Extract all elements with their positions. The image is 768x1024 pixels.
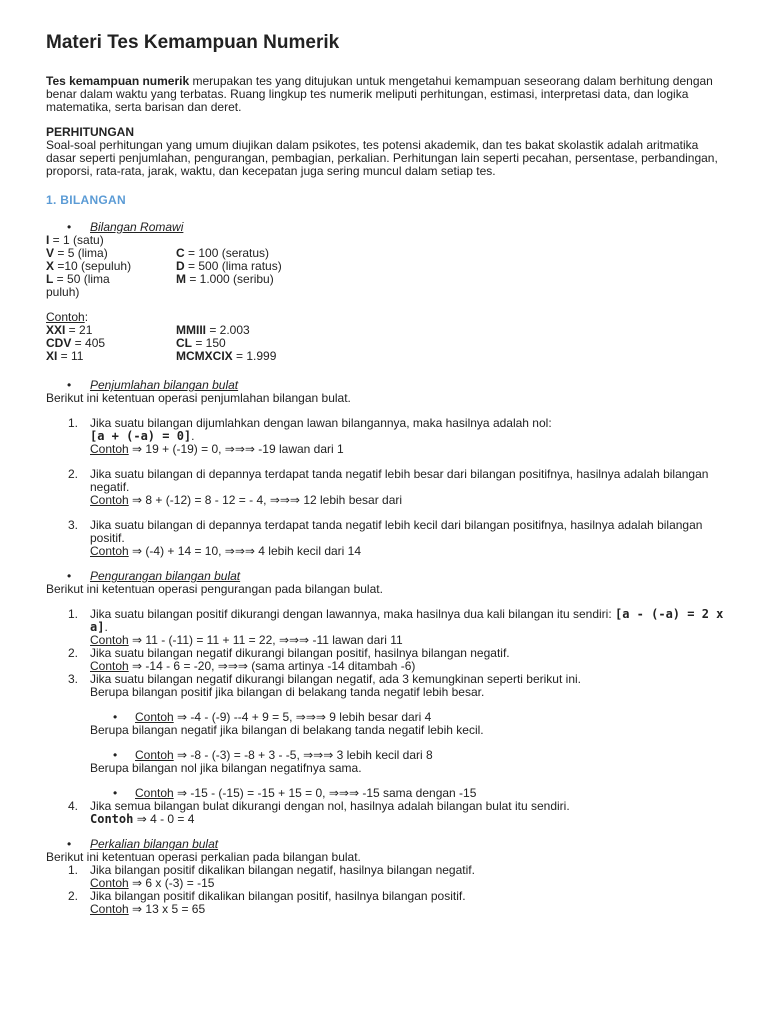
perkalian-bullet [46,838,726,851]
contoh-label: Contoh: [46,310,89,324]
romawi-cell: I = 1 (satu) [46,233,104,247]
contoh-cell: XI = 11 [46,349,84,363]
perhitungan-text: Soal-soal perhitungan yang umum diujikan dalam psikotes, tes potensi akademik, dan tes bakat skolastik adalah aritmatika dasar seperti penjumlahan, pengurangan, pembagian, perkalian. Perhitungan lain seperti pecahan, persentase, perbandingan, proporsi, rata-rata, jarak, waktu, dan kecepatan juga sering muncul dalam setiap tes. [46,138,718,178]
contoh-cell: XXI = 21 [46,323,93,337]
penjumlahan-list [46,417,726,558]
contoh-cell: MMIII = 2.003 [176,323,250,337]
list-item: 1. Jika bilangan positif dikalikan bilangan negatif, hasilnya bilangan negatif. Contoh ⇒ 6 x (-3) = -15 [68,863,475,890]
romawi-cell: C = 100 (seratus) [176,246,270,260]
romawi-cell: X =10 (sepuluh) [46,259,132,273]
contoh-cell: CDV = 405 [46,336,106,350]
case-text: Berupa bilangan negatif jika bilangan di belakang tanda negatif lebih kecil. [90,723,484,737]
romawi-cell: D = 500 (lima ratus) [176,259,282,273]
intro-paragraph [46,75,726,114]
romawi-cell: M = 1.000 (seribu) [176,272,274,286]
romawi-title: Bilangan Romawi [90,220,184,234]
sub-list-item: • Contoh ⇒ -8 - (-3) = -8 + 3 - -5, ⇒⇒⇒ 3 lebih kecil dari 8 [46,749,726,762]
penjumlahan-title: Penjumlahan bilangan bulat [90,378,239,392]
list-item: 2. Jika suatu bilangan di depannya terdapat tanda negatif lebih besar dari bilangan positifnya, hasilnya adalah bilangan negatif. Contoh ⇒ 8 + (-12) = 8 - 12 = - 4, ⇒⇒⇒ 12 lebih besar dari [68,467,709,507]
perhitungan-heading: PERHITUNGAN [46,125,135,139]
pengurangan-intro: Berikut ini ketentuan operasi pengurangan pada bilangan bulat. [46,582,383,596]
document-page [46,30,726,916]
bilangan-heading: 1. BILANGAN [46,193,126,207]
contoh-cell: MCMXCIX = 1.999 [176,349,277,363]
perkalian-title: Perkalian bilangan bulat [90,837,219,851]
intro-text: merupakan tes yang ditujukan untuk mengetahui kemampuan seseorang dalam berhitung dengan benar dalam waktu yang terbatas. Ruang lingkup tes numerik meliputi perhitungan, estimasi, interpretasi data, dan logika matematika, serta barisan dan deret. [46,74,713,114]
list-item: 2. Jika suatu bilangan negatif dikurangi bilangan positif, hasilnya bilangan negatif. Contoh ⇒ -14 - 6 = -20, ⇒⇒⇒ (sama artinya -14 ditambah -6) [68,646,510,673]
sub-list-item: • Contoh ⇒ -4 - (-9) --4 + 9 = 5, ⇒⇒⇒ 9 lebih besar dari 4 [46,711,726,724]
pengurangan-list-cont [46,800,726,826]
list-item: 2. Jika bilangan positif dikalikan bilangan positif, hasilnya bilangan positif. Contoh ⇒ 13 x 5 = 65 [68,889,466,916]
pengurangan-list [46,608,726,699]
list-item: 1. Jika suatu bilangan dijumlahkan dengan lawan bilangannya, maka hasilnya adalah nol: [a + (-a) = 0]. Contoh ⇒ 19 + (-19) = 0, ⇒⇒⇒ -19 lawan dari 1 [68,416,552,456]
romawi-table [46,234,306,299]
list-item: 4. Jika semua bilangan bulat dikurangi dengan nol, hasilnya adalah bilangan bulat itu sendiri. Contoh ⇒ 4 - 0 = 4 [68,799,570,826]
intro-bold: Tes kemampuan numerik [46,74,190,88]
pengurangan-bullet [46,570,726,583]
romawi-cell: puluh) [46,285,80,299]
penjumlahan-bullet [46,379,726,392]
romawi-bullet [46,221,726,234]
list-item: 1. Jika suatu bilangan positif dikurangi dengan lawannya, maka hasilnya dua kali bilangan itu sendiri: [a - (-a) = 2 x a]. Contoh ⇒ 11 - (-11) = 11 + 11 = 22, ⇒⇒⇒ -11 lawan dari 11 [68,607,724,647]
contoh-cell: CL = 150 [176,336,226,350]
case-text: Berupa bilangan nol jika bilangan negatifnya sama. [90,761,362,775]
perkalian-list [46,864,726,916]
perkalian-intro: Berikut ini ketentuan operasi perkalian pada bilangan bulat. [46,850,361,864]
list-item: 3. Jika suatu bilangan negatif dikurangi bilangan negatif, ada 3 kemungkinan seperti berikut ini. Berupa bilangan positif jika bilangan di belakang tanda negatif lebih besar. [68,672,581,699]
sub-list-item: • Contoh ⇒ -15 - (-15) = -15 + 15 = 0, ⇒⇒⇒ -15 sama dengan -15 [46,787,726,800]
page-title: Materi Tes Kemampuan Numerik [46,32,340,53]
list-item: 3. Jika suatu bilangan di depannya terdapat tanda negatif lebih kecil dari bilangan positifnya, hasilnya adalah bilangan positif. Contoh ⇒ (-4) + 14 = 10, ⇒⇒⇒ 4 lebih kecil dari 14 [68,518,703,558]
romawi-cell: L = 50 (lima [46,272,110,286]
penjumlahan-intro: Berikut ini ketentuan operasi penjumlahan bilangan bulat. [46,391,351,405]
romawi-cell: V = 5 (lima) [46,246,108,260]
contoh-table [46,324,306,363]
pengurangan-title: Pengurangan bilangan bulat [90,569,241,583]
romawi-cell [176,286,306,299]
